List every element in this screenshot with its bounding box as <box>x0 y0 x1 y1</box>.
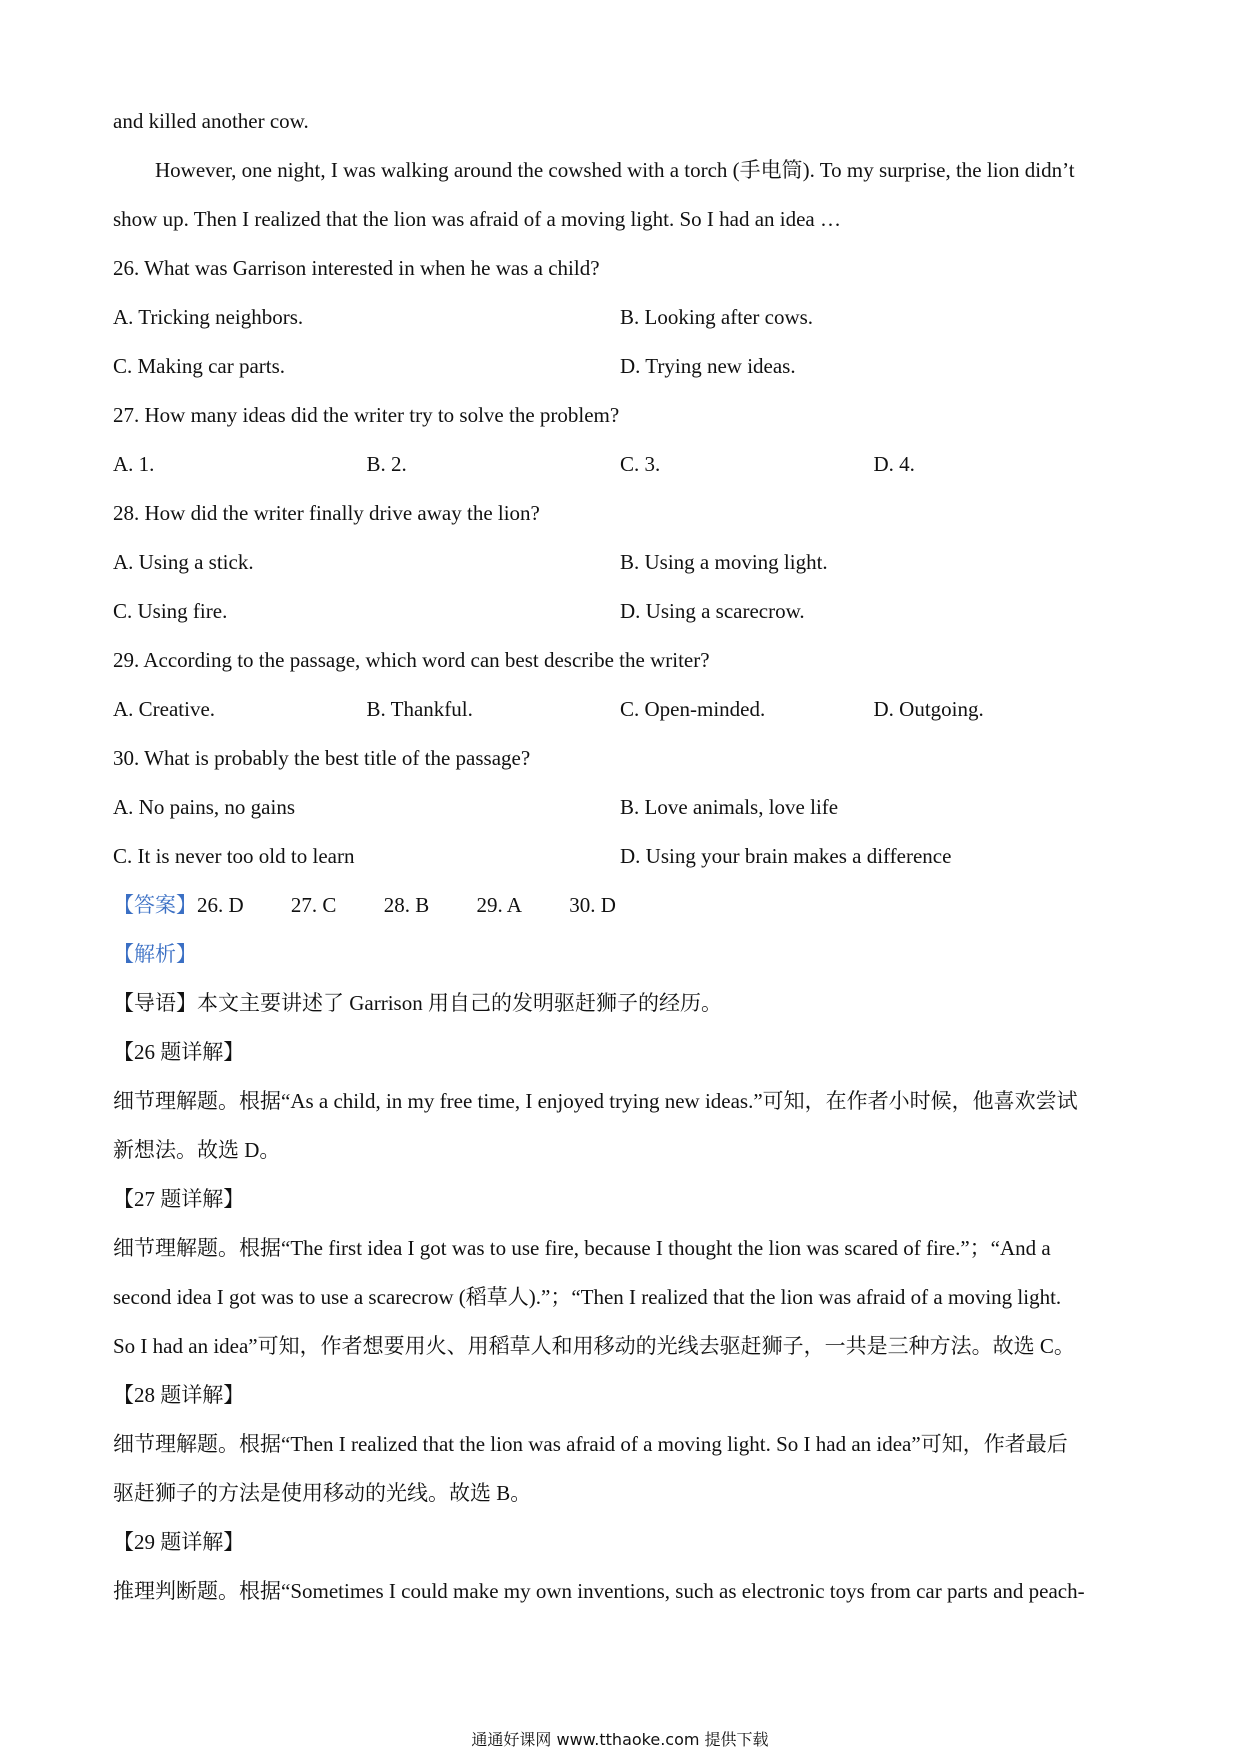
option-row <box>113 587 1133 636</box>
document-page <box>113 97 1133 1616</box>
option-row <box>113 440 1133 489</box>
option-row <box>113 342 1133 391</box>
option-row <box>113 685 1133 734</box>
analysis-label: 【解析】 <box>113 942 197 966</box>
option: B. Thankful. <box>366 697 473 721</box>
detail-heading: 【29 题详解】 <box>113 1530 245 1554</box>
option-row <box>113 832 1133 881</box>
question-stem: 28. How did the writer finally drive away the lion? <box>113 501 540 525</box>
option: D. 4. <box>873 452 915 476</box>
detail-line: 细节理解题。根据“Then I realized that the lion was afraid of a moving light. So I had an idea”可知，作者最后 <box>113 1432 1068 1456</box>
option: D. Using a scarecrow. <box>620 599 805 623</box>
passage-line: show up. Then I realized that the lion was afraid of a moving light. So I had an idea … <box>113 207 842 231</box>
option: C. 3. <box>620 452 661 476</box>
detail-line: 细节理解题。根据“As a child, in my free time, I enjoyed trying new ideas.”可知，在作者小时候，他喜欢尝试 <box>113 1089 1078 1113</box>
detail-line: 细节理解题。根据“The first idea I got was to use fire, because I thought the lion was scared of fire.”；“And a <box>113 1236 1051 1260</box>
option: C. Making car parts. <box>113 354 286 378</box>
question-stem: 29. According to the passage, which word can best describe the writer? <box>113 648 710 672</box>
option-row <box>113 783 1133 832</box>
guide-text: 【导语】本文主要讲述了 Garrison 用自己的发明驱赶狮子的经历。 <box>113 991 722 1015</box>
answer-item: 30. D <box>569 893 616 917</box>
option: A. Creative. <box>113 697 216 721</box>
option: A. 1. <box>113 452 155 476</box>
passage-line: and killed another cow. <box>113 109 309 133</box>
answer-label: 【答案】 <box>113 893 197 917</box>
answer-item: 29. A <box>476 893 522 917</box>
option: B. 2. <box>366 452 407 476</box>
option: C. Open-minded. <box>620 697 766 721</box>
option: D. Outgoing. <box>873 697 984 721</box>
option-row <box>113 538 1133 587</box>
option: D. Using your brain makes a difference <box>620 844 952 868</box>
detail-heading: 【27 题详解】 <box>113 1187 245 1211</box>
option: B. Looking after cows. <box>620 305 814 329</box>
detail-line: 推理判断题。根据“Sometimes I could make my own inventions, such as electronic toys from car parts and peach- <box>113 1579 1085 1603</box>
question-stem: 26. What was Garrison interested in when he was a child? <box>113 256 600 280</box>
answer-item: 26. D <box>197 893 244 917</box>
detail-heading: 【26 题详解】 <box>113 1040 245 1064</box>
detail-heading: 【28 题详解】 <box>113 1383 245 1407</box>
answer-item: 27. C <box>290 893 337 917</box>
option: A. No pains, no gains <box>113 795 295 819</box>
detail-line: 新想法。故选 D。 <box>113 1138 281 1162</box>
detail-line: 驱赶狮子的方法是使用移动的光线。故选 B。 <box>113 1481 532 1505</box>
question-stem: 30. What is probably the best title of the passage? <box>113 746 531 770</box>
option: B. Love animals, love life <box>620 795 839 819</box>
option: B. Using a moving light. <box>620 550 828 574</box>
page-footer: 通通好课网 www.tthaoke.com 提供下载 <box>471 1730 769 1749</box>
option: C. It is never too old to learn <box>113 844 355 868</box>
option: A. Tricking neighbors. <box>113 305 304 329</box>
detail-line: So I had an idea”可知，作者想要用火、用稻草人和用移动的光线去驱赶狮子，一共是三种方法。故选 C。 <box>113 1334 1075 1358</box>
option: D. Trying new ideas. <box>620 354 796 378</box>
option: C. Using fire. <box>113 599 228 623</box>
option-row <box>113 293 1133 342</box>
option: A. Using a stick. <box>113 550 254 574</box>
answer-row <box>113 881 1133 930</box>
detail-line: second idea I got was to use a scarecrow (稻草人).”；“Then I realized that the lion was afraid of a moving light. <box>113 1285 1062 1309</box>
answer-item: 28. B <box>383 893 430 917</box>
question-stem: 27. How many ideas did the writer try to solve the problem? <box>113 403 620 427</box>
passage-line: However, one night, I was walking around the cowshed with a torch (手电筒). To my surprise, the lion didn’t <box>155 158 1075 182</box>
